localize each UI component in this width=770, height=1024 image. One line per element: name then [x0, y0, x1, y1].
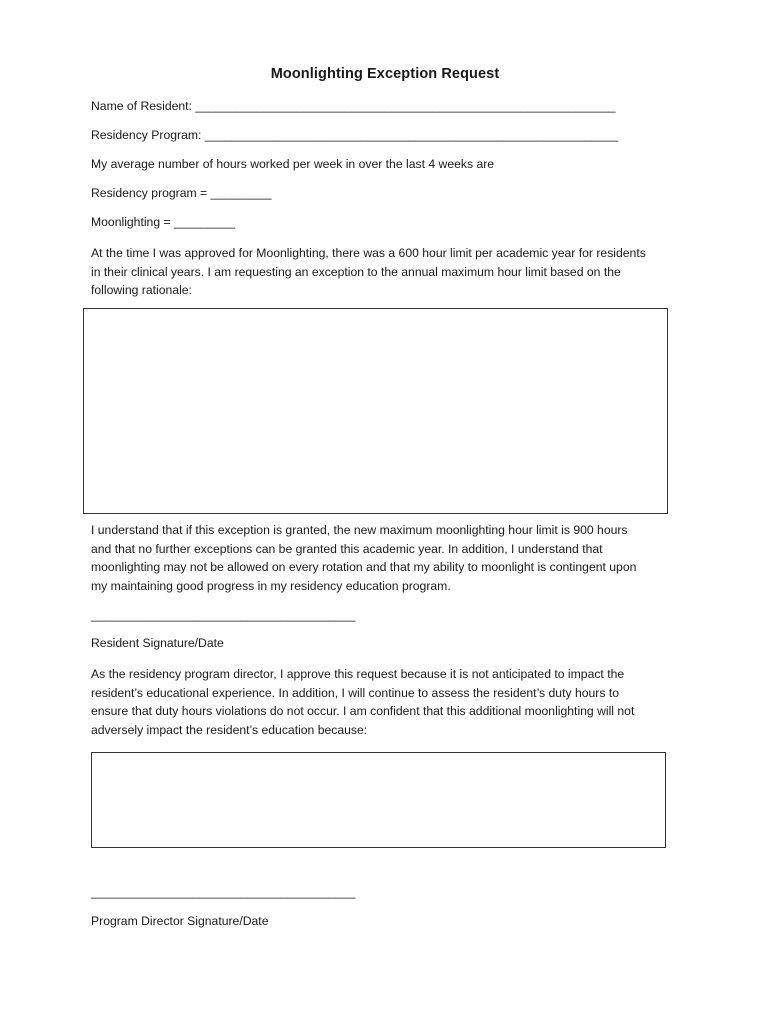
paragraph-line: adversely impact the resident’s education because:: [91, 722, 368, 737]
director-approval-paragraph: [91, 665, 681, 739]
paragraph-line: moonlighting may not be allowed on every rotation and that my ability to moonlight is contingent upon: [91, 560, 637, 574]
paragraph-line: resident’s educational experience. In addition, I will continue to assess the resident’s duty hours to: [91, 685, 619, 700]
resident-signature-label: Resident Signature/Date: [91, 636, 224, 650]
paragraph-line: in their clinical years. I am requesting an exception to the annual maximum hour limit based on the: [91, 264, 621, 279]
paragraph-line: my maintaining good progress in my residency education program.: [91, 578, 451, 593]
paragraph-line: As the residency program director, I approve this request because it is not anticipated to impact the: [91, 667, 625, 681]
understanding-paragraph: [91, 521, 681, 595]
paragraph-line: At the time I was approved for Moonlighting, there was a 600 hour limit per academic year for residents: [91, 246, 646, 260]
resident-signature-line[interactable]: _______________________________________: [91, 608, 356, 622]
rationale-text-box[interactable]: [83, 308, 668, 514]
name-of-resident-field[interactable]: Name of Resident: ______________________________________________________________: [91, 99, 616, 113]
moonlighting-hours-field[interactable]: Moonlighting = _________: [91, 215, 236, 229]
average-hours-intro: My average number of hours worked per week in over the last 4 weeks are: [91, 157, 495, 171]
residency-program-field[interactable]: Residency Program: _____________________________________________________________: [91, 128, 619, 142]
director-signature-line[interactable]: _______________________________________: [91, 885, 356, 899]
paragraph-line: following rationale:: [91, 283, 192, 297]
form-title: Moonlighting Exception Request: [270, 66, 500, 82]
director-signature-label: Program Director Signature/Date: [91, 914, 269, 928]
paragraph-line: ensure that duty hours violations do not occur. I am confident that this additional moonlighting will not: [91, 704, 635, 718]
residency-program-hours-field[interactable]: Residency program = _________: [91, 186, 272, 200]
paragraph-line: I understand that if this exception is granted, the new maximum moonlighting hour limit is 900 hours: [91, 523, 628, 537]
paragraph-line: and that no further exceptions can be granted this academic year. In addition, I understand that: [91, 541, 603, 556]
rationale-intro-paragraph: [91, 244, 681, 300]
director-reason-text-box[interactable]: [91, 752, 666, 848]
